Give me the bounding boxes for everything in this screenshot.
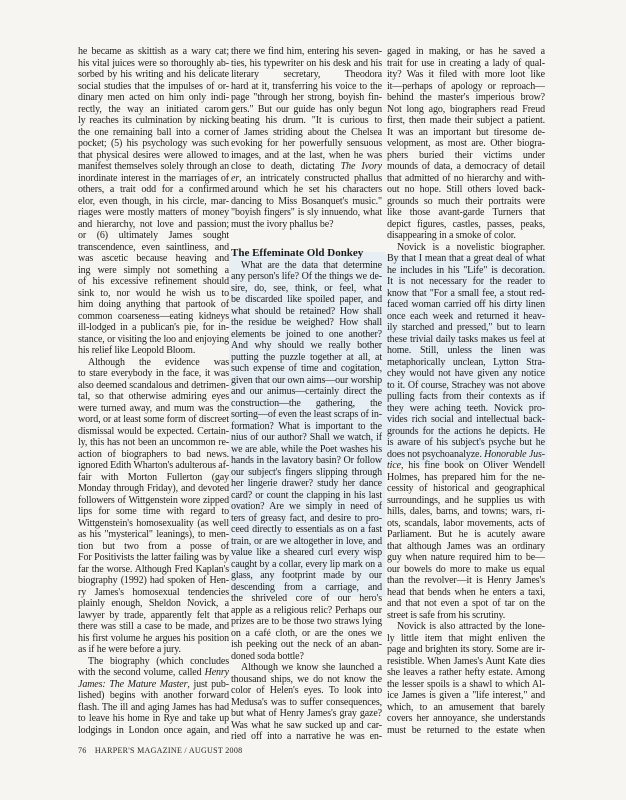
text-line: stance, or visiting the loo and enjoying [78,333,229,345]
text-line: were turned away, and mum was the [78,402,229,414]
text-line: but what of Henry James's gray gaze? [231,708,382,719]
text-line: he became as skittish as a wary cat; [78,46,229,57]
text-line: beating his drum. "It is curious to [231,115,382,126]
text-line: Novick is also attracted by the lone- [397,621,545,632]
text-line: they were aching teeth. Novick pro- [387,402,545,414]
text-line: cessity of historical and geographical [387,483,545,494]
text-line: nius of our author? Shall we watch, if [231,432,382,443]
text-line: ots, scandals, labor movements, acts of [387,517,545,529]
text-line: "boyish fingers" is sly innuendo, what [231,207,382,218]
text-line: his first volume he argues his position [78,632,229,644]
text-line: It is not necessary for the reader to [387,276,545,287]
text-line: know that "For a small fee, a stout red- [387,287,545,299]
text-line: doned soda bottle? [231,650,304,662]
text-line: Not long ago, biographers read Freud [387,103,545,115]
text-line: ried off into a narrative he was en- [231,731,382,742]
text-line: on a café cloth, or are the ones we [231,627,382,639]
text-line: sorbed by his writing and his delicate [78,69,229,80]
text-line: dinary men acted on him only indi- [78,92,229,103]
text-line [78,667,229,679]
text-line: sire, do, see, think, or feel, what [231,282,382,294]
text-line: grounds for the actions he depicts. He [387,425,545,437]
text-line: these trivial daily tasks makes us feel at [387,333,545,345]
page-footer [78,746,242,755]
text-line: there was still a case to be made, and [78,621,229,632]
text-line: ceed directly to essentials as on a fast [231,524,382,535]
text-line: our subject's fingers slipping through [231,466,382,478]
text-line: ignored Edith Wharton's adulterous af- [78,460,229,471]
text-line: transcendence, even saintliness, and [78,241,229,253]
text-line: dancing to Miss Bosanquet's music." [231,195,382,207]
text-line: And why should we really bother [231,340,382,351]
text-line: glass, any footprint made by our [231,570,382,581]
text-line: gaged in making, or has he saved a [387,46,545,57]
text-line: hands in the lavatory basin? Or follow [231,455,382,466]
text-line: caught by a collar, every lip mark on a [231,558,382,570]
text-line: tion but two from a posse of [78,540,229,552]
text-line: ill-lodged in a publican's pie, for in- [78,322,229,333]
text-line: fair with Morton Fullerton (gay [78,471,229,483]
text-line: putting the puzzle together at all, at [231,351,382,363]
text-line: that physical desires were allowed to [78,149,229,161]
text-line: faced woman carried off his dirty linen [387,299,545,310]
text-segment: with the second volume, called [78,667,205,678]
text-line: given that our own aims—our worship [231,374,382,386]
text-line: is aware of his subject's psyche but he [387,437,545,448]
text-line: we are able, while the Poet washes his [231,443,382,455]
text-column-3 [387,46,545,736]
text-line: that admitted of no hierarchy and with- [387,172,545,184]
text-line: also deemed scandalous and detrimen- [78,379,229,391]
text-line: ing were simply not something a [78,264,229,276]
text-line: first, then made their subject a patient. [387,115,545,126]
text-line [231,173,382,185]
text-line: sink to, nor would he wish us to [78,287,229,299]
text-line: page and brighten its story. Some are ir- [387,644,545,655]
text-line: ry James's homosexual tendencies [78,586,229,598]
text-line: mounds of data, a democracy of detail [387,161,545,172]
italic-title: Honorable Jus- [484,448,545,460]
text-line: chey would not have given any notice [387,368,545,379]
text-line: apple as a religious relic? Perhaps our [231,604,382,616]
text-line: The biography (which concludes [88,655,229,667]
text-line: trait for use in creating a lady of qual- [387,57,545,69]
text-line: must the ivory phallus be? [231,218,334,230]
section-heading: The Effeminate Old Donkey [231,246,364,259]
text-line: Monday through Friday), and devoted [78,483,229,494]
text-line: like those avant-garde Turners that [387,207,545,218]
text-line: any person's life? Of the things we de- [231,271,382,282]
text-column-2 [231,46,382,743]
text-segment: close to death, dictating [231,161,341,172]
text-line: it—perhaps of apology or reproach— [387,80,545,92]
text-line: and that not even a spot of tar on the [387,598,545,609]
text-line: construction—the gathering, the [231,397,382,409]
text-line [387,460,545,472]
text-line: or (6) ultimately James sought [78,230,229,241]
text-line: which, to an amusement that barely [387,701,545,713]
text-line: color of Helen's eyes. To look into [231,685,382,696]
text-line: Was what he saw sucked up and car- [231,719,382,731]
text-line: be discarded like spoiled paper, and [231,294,382,305]
text-line: flash. The ill and aging James has had [78,701,229,713]
text-line: to stare everybody in the face, it was [78,368,229,379]
text-line: metaphorically unclean, Lytton Stra- [387,356,545,368]
text-line: What are the data that determine [241,259,382,271]
text-line: hard at it, transferring his voice to the [231,80,382,92]
text-line: descending from a carriage, and [231,581,382,593]
text-line: and hierarchy, not love and passion; [78,218,229,230]
text-line: value like a sheared curl every wisp [231,547,382,558]
text-line: lips for some time with regard to [78,506,229,517]
text-line: the one remaining ball into a corner [78,126,229,138]
text-line: grounds so much their portraits were [387,195,545,207]
text-line: to it. Of course, Strachey was not above [387,379,545,391]
text-line: disappearing in a smoke of color. [387,230,516,241]
text-line: he includes in his "Life" is decoration. [387,264,545,276]
text-line: depict figures, castles, passes, peaks, [387,218,545,230]
text-line: Although we know she launched a [241,662,382,673]
text-line: once each week and returned it heav- [387,310,545,322]
text-line: was ascetic because heaving and [78,253,229,264]
text-column-1 [78,46,229,736]
text-line: ity? Was it filed with more loot like [387,69,545,80]
text-line: train, or are we altogether in love, and [231,535,382,547]
text-line: him doing anything that partook of [78,299,229,310]
text-line: surroundings, and he supplies us with [387,494,545,506]
text-line [387,449,545,461]
text-line: pulling facts from their contexts as if [387,391,545,402]
text-line: out no hope. Still others loved back- [387,184,545,195]
text-line: as if he were before a jury. [78,644,181,655]
text-line: Although the evidence was [88,356,229,368]
text-line: vides rich social and intellectual back- [387,414,545,425]
text-line: ly, this has not been an uncommon re- [78,437,229,448]
text-line: images, and at the last, when he was [231,149,382,161]
text-line: far the worse. Although Fred Kaplan's [78,563,229,575]
text-line: literary secretary, Theodora [231,69,382,80]
text-line: what should be retained? How shall [231,305,382,317]
text-line: thousand ships, we do not know the [231,673,382,685]
text-line: elements be joined to one another? [231,328,382,340]
text-line: lawyer by trade, apparently felt that [78,609,229,621]
text-line: must be returned to the estate when [387,724,545,736]
text-line: manifest themselves solely through an [78,161,229,172]
text-line: followers of Wittgenstein wore zipped [78,494,229,506]
text-line: head that bends when he enters a taxi, [387,586,545,598]
text-line: and our animus—certainly direct the [231,386,382,397]
italic-title: The Ivory [340,161,382,172]
text-line: of his excessive refinement should [78,276,229,287]
text-line: It was an important but tiresome de- [387,126,545,138]
text-line: card? or count the clapping in his last [231,489,382,501]
text-line [78,679,229,691]
italic-title: er [231,172,240,184]
text-line: ice James is given a "life interest," and [387,690,545,701]
text-line: that although James was an ordinary [387,540,545,552]
italic-title: James: The Mature Master [78,678,188,690]
text-line: tal, so that otherwise admiring eyes [78,391,229,402]
text-line: the lesser spoils is a shawl to which Al- [387,678,545,690]
text-line: lodgings in London once again, and [78,724,229,736]
text-line: Medusa's was to suffer consequences, [231,696,382,708]
text-line: our bowels do more to make us equal [387,563,545,575]
text-segment: , an intricately constructed phallus [239,172,382,184]
text-line: as his "mysterical" leanings), to men- [78,529,229,540]
text-line: ish peeking out the neck of an aban- [231,639,382,650]
text-line: her lingerie drawer? study her dance [231,478,382,489]
italic-title: tice [387,460,401,471]
text-line: ovation? Are we simply in need of [231,501,382,512]
text-line: his vital juices were so thoroughly ab- [78,57,229,69]
text-line: than the revolver—it is Henry James's [387,575,545,586]
text-line: phers buried their victims under [387,149,545,161]
text-line: behind the master's imperious brow? [387,92,545,103]
text-line: formation? What is important to the [231,420,382,432]
text-line: lished) begins with another forward [78,690,229,701]
text-line: ily starched and pressed," but to learn [387,322,545,333]
text-line: social studies that the impulses of or- [78,80,229,92]
page-number: 76 [78,746,87,755]
text-line: common coarseness—eating kidneys [78,310,229,322]
text-line: covers her annoyance, she understands [387,713,545,724]
text-line: ly reaches its culmination by nicking [78,115,229,126]
text-line: biography (1992) had spoken of Hen- [78,575,229,586]
text-line: For Positivists the latter failing was by [78,552,229,563]
spacer [231,230,382,242]
text-segment: does not psychoanalyze. [387,448,485,460]
text-line: By that I mean that a great deal of what [387,253,545,264]
text-line: the residue be weighed? How shall [231,317,382,328]
text-line: velopment, as most are. Other biogra- [387,138,545,149]
text-line: resistible. When James's Aunt Kate dies [387,655,545,667]
text-line: hills, dales, barns, and towns; wars, ri- [387,506,545,517]
text-line: dismissal would be expected. Certain- [78,425,229,437]
publication-line: HARPER'S MAGAZINE / AUGUST 2008 [94,746,243,755]
text-line: the shriveled core of our hero's [231,593,382,604]
text-line: evoking for her powerfully sensuous [231,138,382,149]
text-line: Wittgenstein's homosexuality (as well [78,517,229,529]
text-line: his relief like Leopold Bloom. [78,345,196,356]
text-line: pocket; (5) his psychology was such [78,138,229,149]
text-line: elor, even though, in his circle, mar- [78,195,229,207]
text-line: prizes are to be those two straws lying [231,616,382,627]
text-line: rectly, the way an initiated carom [78,103,229,115]
text-line: ly little item that might enliven the [387,632,545,644]
text-line: home. Still, unless the linen was [387,345,545,356]
text-line: she leaves a rather hefty estate. Among [387,667,545,678]
text-segment: , his fine book on Oliver Wendell [400,460,545,471]
text-line: Novick is a novelistic biographer. [397,241,545,253]
text-segment: , just pub- [187,678,229,690]
text-line: plainly enough, Sheldon Novick, a [78,598,229,609]
text-line: Parliament. But he is acutely aware [387,529,545,540]
text-line: around which he set his characters [231,184,382,195]
text-line: action of biographers to bad news. [78,448,229,460]
text-line: others, a trait odd for a confirmed [78,184,229,195]
text-line: riages were mostly matters of money [78,207,229,218]
text-line: of James striding about the Chelsea [231,126,382,138]
text-line: ties, his typewriter on his desk and his [231,57,382,69]
text-line [231,161,382,173]
text-line: to leave his home in Rye and take up [78,713,229,724]
text-line: inordinate interest in the marriages of [78,172,229,184]
text-line: street is safe from his scrutiny. [387,609,506,621]
text-line: word, or at least some form of discreet [78,414,229,425]
text-line: sorting—of even the least scraps of in- [231,409,382,420]
text-line: guy when nature required him to be— [387,552,545,563]
text-line: page "through her strong, boyish fin- [231,92,382,103]
text-line: there we find him, entering his seven- [231,46,382,57]
text-line: Holmes, has prepared him for the ne- [387,471,545,483]
italic-title: Henry [204,667,229,678]
text-line: ters of greasy fact, and desire to pro- [231,512,382,524]
text-line: gers." But our guide has only begun [231,103,382,115]
text-line: such expense of time and cogitation, [231,363,382,374]
